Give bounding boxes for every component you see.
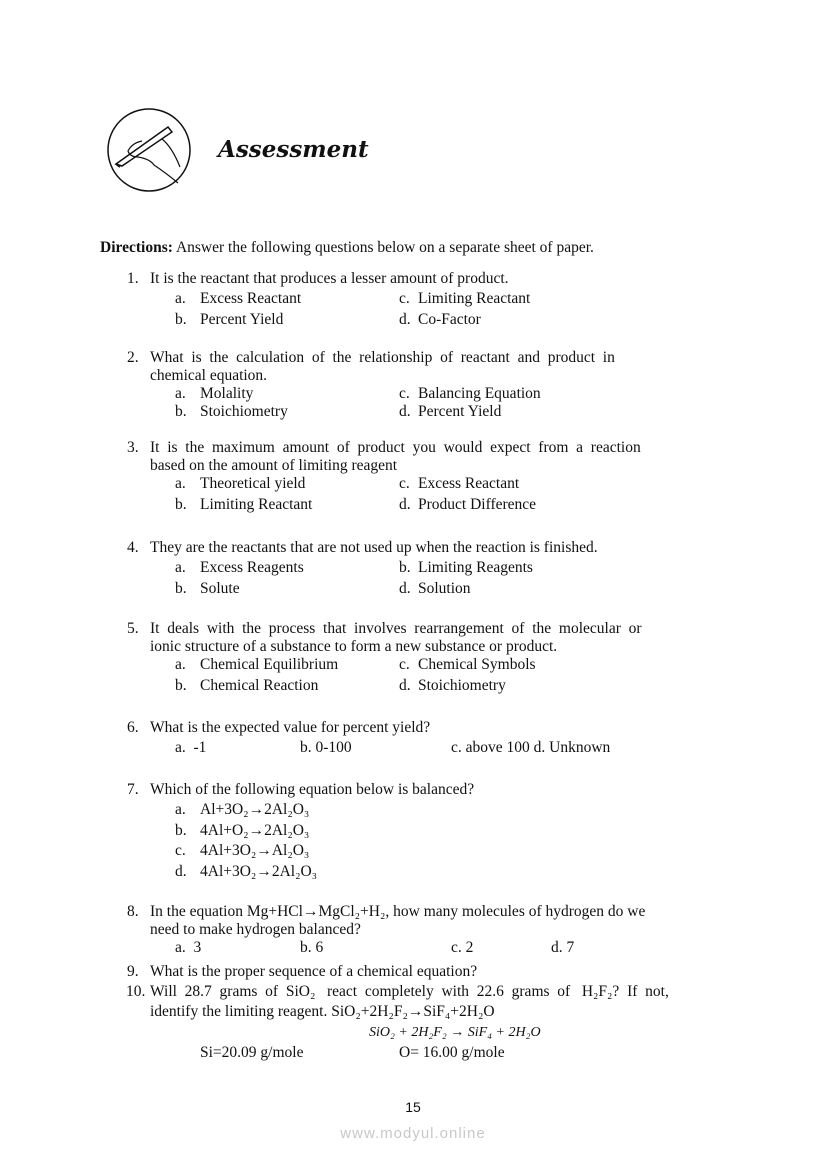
option-letter: b. xyxy=(399,559,411,576)
option-letter: c. xyxy=(399,656,410,673)
option-letter: c. xyxy=(175,842,186,859)
directions-text: Answer the following questions below on a separate sheet of paper. xyxy=(175,239,594,256)
equation: SiO₂ + 2H₂F₂ → SiF₄ + 2H₂O xyxy=(369,1025,541,1040)
question-number: 10. xyxy=(126,983,146,1000)
option: Chemical Reaction xyxy=(200,676,319,694)
question-text: Which of the following equation below is balanced? xyxy=(150,781,475,798)
option: Percent Yield xyxy=(418,403,502,420)
option: 4Al+O₂→2Al₂O₃ xyxy=(200,821,310,839)
option: Solute xyxy=(200,579,240,597)
option: Stoichiometry xyxy=(200,403,288,420)
option: Limiting Reagents xyxy=(418,559,533,576)
option: Excess Reagents xyxy=(200,559,304,576)
option-letter: a. xyxy=(175,475,186,492)
question-text: identify the limiting reagent. SiO₂+2H₂F₂→SiF₄+2H₂O xyxy=(150,1003,495,1020)
mass-o: O= 16.00 g/mole xyxy=(399,1044,505,1061)
option: d. 7 xyxy=(551,939,575,956)
question-text: They are the reactants that are not used up when the reaction is finished. xyxy=(150,539,598,556)
option: Theoretical yield xyxy=(200,475,306,492)
question-number: 8. xyxy=(127,903,139,920)
question-text: Will 28.7 grams of SiO₂ react completely with 22.6 grams of H₂F₂? If not, xyxy=(150,983,669,1000)
question-text: based on the amount of limiting reagent xyxy=(150,457,398,474)
option-letter: c. xyxy=(399,385,410,402)
question-number: 1. xyxy=(127,270,139,287)
option: Balancing Equation xyxy=(418,385,541,402)
option-letter: a. xyxy=(175,385,186,402)
option: 4Al+3O₂→2Al₂O₃ xyxy=(200,862,318,880)
option-letter: a. xyxy=(175,290,186,307)
option-letter: d. xyxy=(399,495,411,513)
page-title: Assessment xyxy=(218,136,369,163)
option-letter: d. xyxy=(399,310,411,328)
option-letter: b. xyxy=(175,403,187,420)
question-text: In the equation Mg+HCl→MgCl₂+H₂, how many molecules of hydrogen do we xyxy=(150,903,646,920)
directions xyxy=(100,238,594,258)
watermark: www.modyul.online xyxy=(340,1125,486,1142)
question-number: 4. xyxy=(127,539,139,556)
option-letter: b. xyxy=(175,821,187,839)
option: Limiting Reactant xyxy=(418,290,531,307)
question-text: What is the expected value for percent yield? xyxy=(150,719,431,736)
option-letter: b. xyxy=(175,310,187,328)
option-letter: d. xyxy=(399,579,411,597)
option: Product Difference xyxy=(418,495,537,513)
option: Molality xyxy=(200,385,254,402)
question-number: 3. xyxy=(127,439,139,456)
option: Co-Factor xyxy=(418,310,481,328)
question-text: chemical equation. xyxy=(150,367,268,384)
question-text: It is the maximum amount of product you would expect from a reaction xyxy=(150,439,641,456)
option: b. 6 xyxy=(300,939,324,956)
option-letter: c. xyxy=(399,475,410,492)
question-number: 9. xyxy=(127,963,139,980)
option: Chemical Equilibrium xyxy=(200,656,339,673)
question-text: It deals with the process that involves rearrangement of the molecular or xyxy=(150,620,642,637)
option: a. -1 xyxy=(175,739,207,756)
option: Excess Reactant xyxy=(418,475,520,492)
question-number: 5. xyxy=(127,620,139,637)
option-letter: a. xyxy=(175,559,186,576)
option: a. 3 xyxy=(175,939,202,956)
option: c. above 100 d. Unknown xyxy=(451,739,611,756)
option-letter: b. xyxy=(175,579,187,597)
question-text: need to make hydrogen balanced? xyxy=(150,921,361,938)
option-letter: d. xyxy=(399,403,411,420)
question-number: 2. xyxy=(127,349,139,366)
option: Stoichiometry xyxy=(418,676,506,694)
option: Limiting Reactant xyxy=(200,495,313,513)
option: 4Al+3O₂→Al₂O₃ xyxy=(200,842,310,859)
directions-label: Directions: xyxy=(100,239,173,256)
option: c. 2 xyxy=(451,939,474,956)
question-text: It is the reactant that produces a lesser amount of product. xyxy=(150,270,509,287)
hand-writing-icon xyxy=(106,107,192,198)
option-letter: d. xyxy=(175,862,187,880)
option-letter: c. xyxy=(399,290,410,307)
question-text: What is the calculation of the relationship of reactant and product in xyxy=(150,349,615,366)
option: b. 0-100 xyxy=(300,739,352,756)
option: Al+3O₂→2Al₂O₃ xyxy=(200,801,310,818)
option: Excess Reactant xyxy=(200,290,302,307)
page-number: 15 xyxy=(405,1099,421,1115)
question-text: What is the proper sequence of a chemical equation? xyxy=(150,963,478,980)
option: Chemical Symbols xyxy=(418,656,536,673)
question-number: 6. xyxy=(127,719,139,736)
mass-si: Si=20.09 g/mole xyxy=(200,1044,304,1061)
option: Percent Yield xyxy=(200,310,284,328)
question-number: 7. xyxy=(127,781,139,798)
option-letter: a. xyxy=(175,801,186,818)
option-letter: b. xyxy=(175,495,187,513)
option: Solution xyxy=(418,579,471,597)
question-text: ionic structure of a substance to form a new substance or product. xyxy=(150,638,558,655)
option-letter: b. xyxy=(175,676,187,694)
option-letter: a. xyxy=(175,656,186,673)
option-letter: d. xyxy=(399,676,411,694)
